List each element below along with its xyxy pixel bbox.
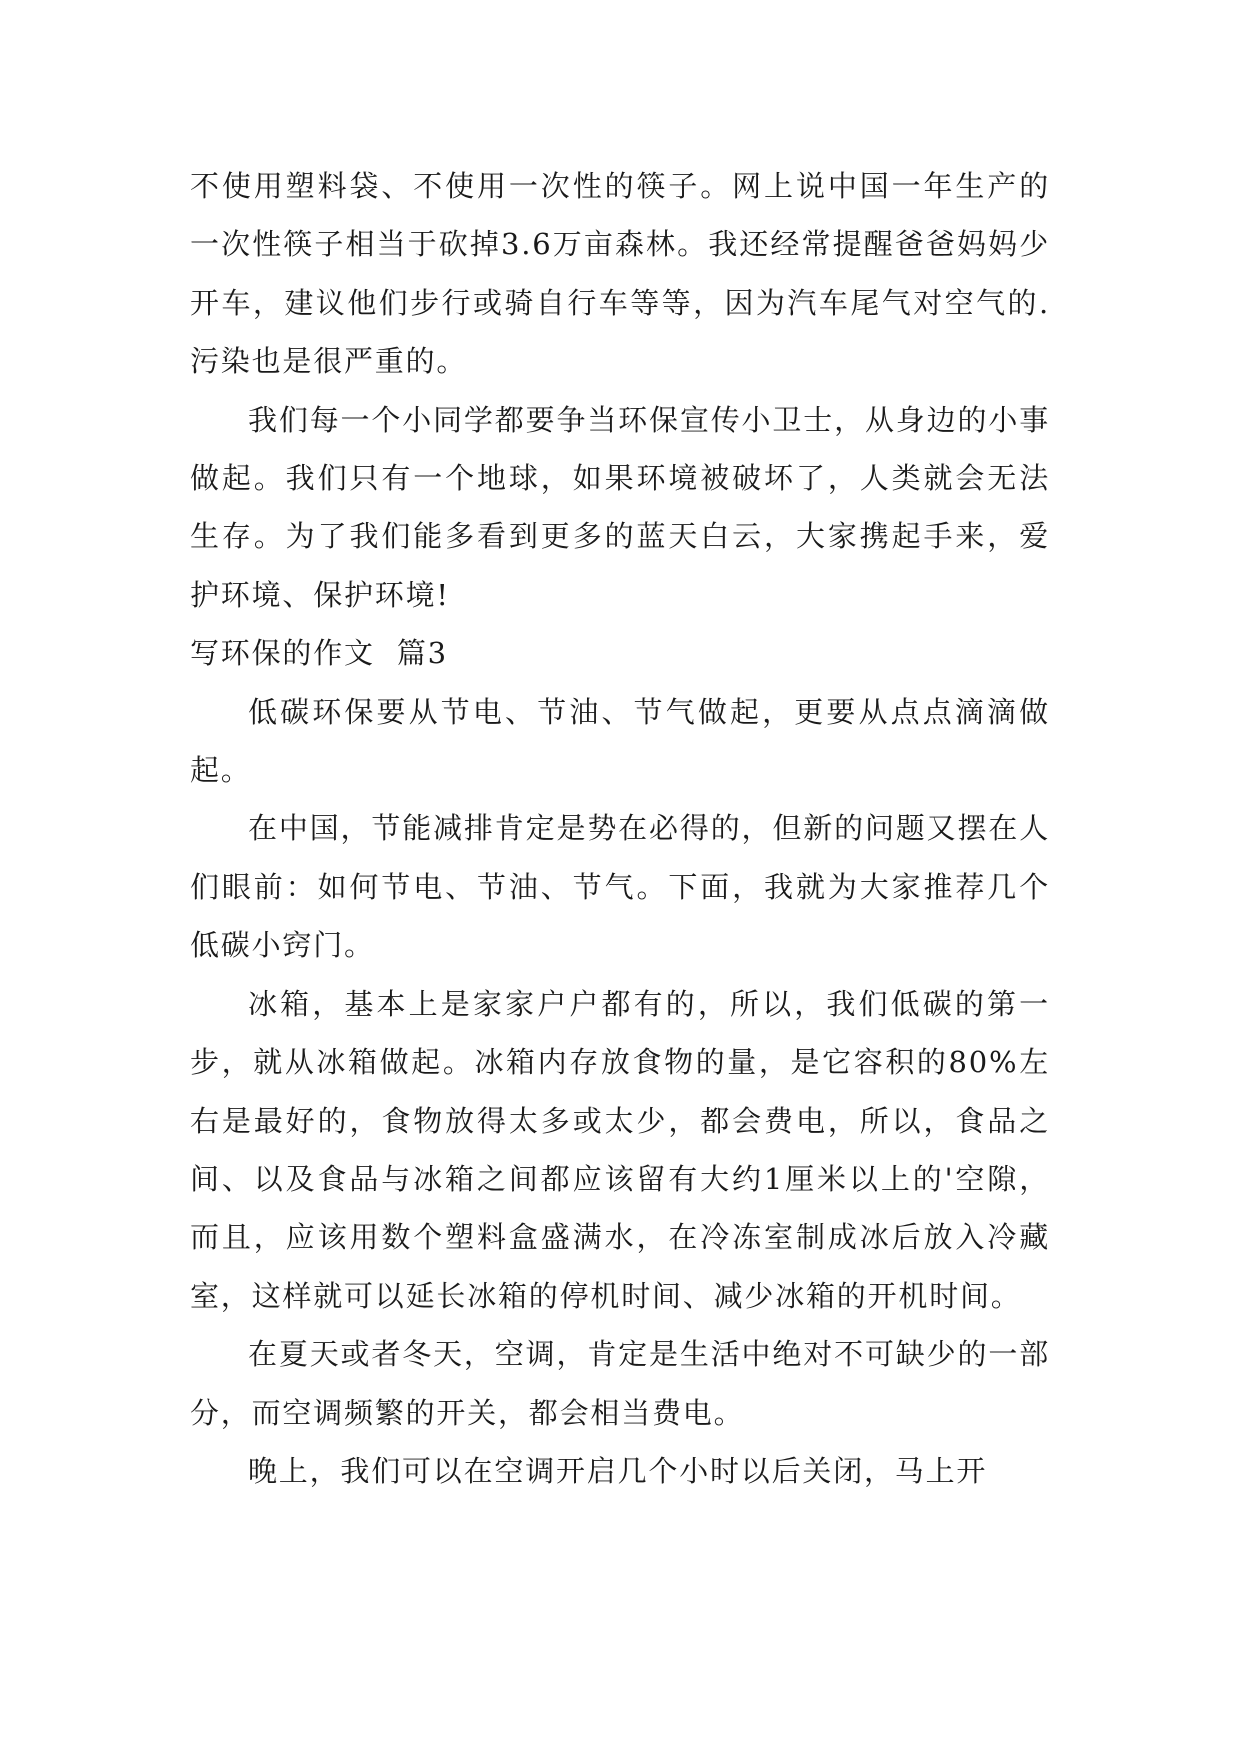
- paragraph-environment-guard: 我们每一个小同学都要争当环保宣传小卫士，从身边的小事做起。我们只有一个地球，如果环境被破坏了，人类就会无法生存。为了我们能多看到更多的蓝天白云，大家携起手来，爱护环境、保护环境!: [190, 402, 1050, 612]
- paragraph-low-carbon-intro: 低碳环保要从节电、节油、节气做起，更要从点点滴滴做起。: [190, 694, 1050, 788]
- paragraph-energy-saving: 在中国，节能减排肯定是势在必得的，但新的问题又摆在人们眼前：如何节电、节油、节气。下面，我就为大家推荐几个低碳小窍门。: [190, 811, 1050, 963]
- document-body: [190, 157, 1050, 1500]
- paragraph-refrigerator: 冰箱，基本上是家家户户都有的，所以，我们低碳的第一步，就从冰箱做起。冰箱内存放食物的量，是它容积的80%左右是最好的，食物放得太多或太少，都会费电，所以，食品之间、以及食品与冰箱之间都应该留有大约1厘米以上的'空隙，而且，应该用数个塑料盒盛满水，在冷冻室制成冰后放入冷藏室，这样就可以延长冰箱的停机时间、减少冰箱的开机时间。: [190, 986, 1050, 1313]
- paragraph-air-conditioner: 在夏天或者冬天，空调，肯定是生活中绝对不可缺少的一部分，而空调频繁的开关，都会相当费电。: [190, 1337, 1050, 1430]
- section-heading: 写环保的作文 篇3: [190, 636, 448, 671]
- paragraph-night-ac: 晚上，我们可以在空调开启几个小时以后关闭，马上开: [248, 1453, 988, 1488]
- paragraph-continued: 不使用塑料袋、不使用一次性的筷子。网上说中国一年生产的一次性筷子相当于砍掉3.6万亩森林。我还经常提醒爸爸妈妈少开车，建议他们步行或骑自行车等等，因为汽车尾气对空气的.污染也是很严重的。: [190, 169, 1050, 379]
